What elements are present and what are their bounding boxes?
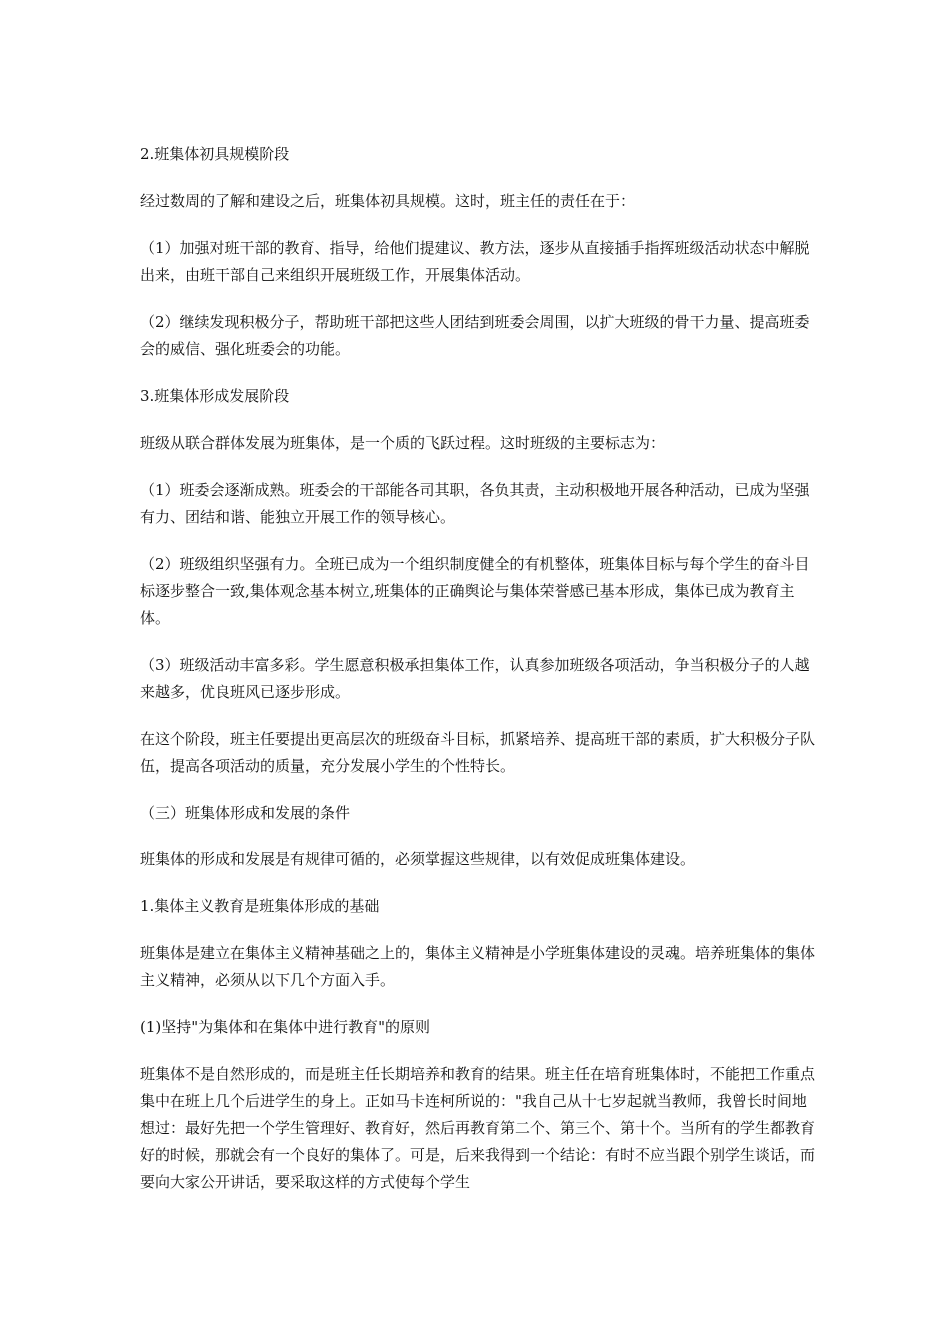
paragraph-collectivism-intro: 班集体是建立在集体主义精神基础之上的，集体主义精神是小学班集体建设的灵魂。培养班集体的集体主义精神，必须从以下几个方面入手。 xyxy=(140,944,816,989)
paragraph-stage-3-summary: 在这个阶段，班主任要提出更高层次的班级奋斗目标，抓紧培养、提高班干部的素质，扩大积极分子队伍，提高各项活动的质量，充分发展小学生的个性特长。 xyxy=(140,730,816,775)
section-heading-stage-2: 2.班集体初具规模阶段 xyxy=(140,145,290,163)
subheading-collective-education-principle: (1)坚持"为集体和在集体中进行教育"的原则 xyxy=(140,1018,431,1036)
section-heading-collectivism: 1.集体主义教育是班集体形成的基础 xyxy=(140,897,380,915)
paragraph-collective-education-body: 班集体不是自然形成的，而是班主任长期培养和教育的结果。班主任在培育班集体时，不能把工作重点集中在班上几个后进学生的身上。正如马卡连柯所说的："我自己从十七岁起就当教师，我曾长时间地想过：最好先把一个学生管理好、教育好，然后再教育第二个、第三个、第十个。当所有的学生都教育好的时候，那就会有一个良好的集体了。可是，后来我得到一个结论：有时不应当跟个别学生谈话，而要向大家公开讲话，要采取这样的方式使每个学生 xyxy=(140,1065,816,1191)
paragraph-stage-2-point-2: （2）继续发现积极分子，帮助班干部把这些人团结到班委会周围，以扩大班级的骨干力量、提高班委会的威信、强化班委会的功能。 xyxy=(140,313,810,358)
paragraph-stage-3-point-1: （1）班委会逐渐成熟。班委会的干部能各司其职，各负其责，主动积极地开展各种活动，已成为坚强有力、团结和谐、能独立开展工作的领导核心。 xyxy=(140,481,810,526)
paragraph-stage-3-intro: 班级从联合群体发展为班集体，是一个质的飞跃过程。这时班级的主要标志为： xyxy=(140,434,666,452)
paragraph-stage-3-point-3: （3）班级活动丰富多彩。学生愿意积极承担集体工作，认真参加班级各项活动，争当积极分子的人越来越多，优良班风已逐步形成。 xyxy=(140,656,810,701)
paragraph-stage-2-point-1: （1）加强对班干部的教育、指导，给他们提建议、教方法，逐步从直接插手指挥班级活动状态中解脱出来，由班干部自己来组织开展班级工作，开展集体活动。 xyxy=(140,239,810,284)
document-body xyxy=(140,141,820,1216)
section-heading-conditions: （三）班集体形成和发展的条件 xyxy=(140,804,351,822)
paragraph-stage-3-point-2: （2）班级组织坚强有力。全班已成为一个组织制度健全的有机整体，班集体目标与每个学生的奋斗目标逐步整合一致,集体观念基本树立,班集体的正确舆论与集体荣誉感已基本形成，集体已成为教育主体。 xyxy=(140,555,810,627)
paragraph-conditions-intro: 班集体的形成和发展是有规律可循的，必须掌握这些规律，以有效促成班集体建设。 xyxy=(140,850,696,868)
section-heading-stage-3: 3.班集体形成发展阶段 xyxy=(140,387,290,405)
paragraph-stage-2-intro: 经过数周的了解和建设之后，班集体初具规模。这时，班主任的责任在于： xyxy=(140,192,636,210)
